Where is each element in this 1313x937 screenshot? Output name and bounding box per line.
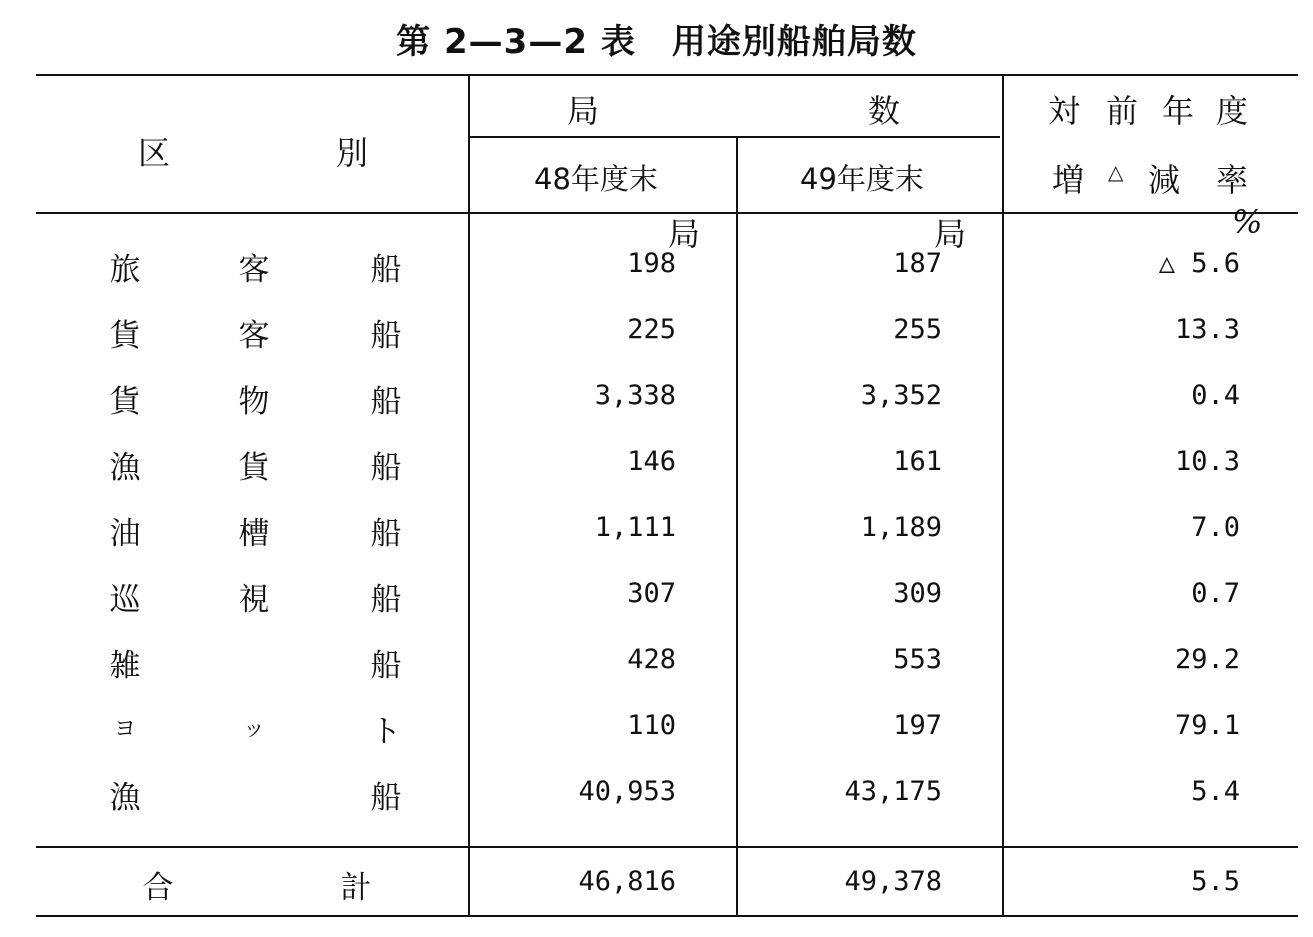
column-divider-2: [736, 136, 738, 915]
header-bottom-rule: [36, 212, 1298, 214]
header-change-char-7: 率: [1216, 161, 1249, 199]
row-fy48: 40,953: [578, 776, 676, 807]
total-fy48: 46,816: [578, 866, 676, 897]
row-label-char: 漁: [109, 450, 141, 486]
row-change: 79.1: [1174, 710, 1240, 741]
column-divider-1: [468, 74, 470, 915]
row-fy48: 225: [627, 314, 676, 345]
total-label-char-1: 合: [142, 870, 174, 906]
header-change-triangle: △: [1108, 160, 1124, 184]
row-change: 0.4: [1191, 380, 1240, 411]
row-label-char: 船: [370, 318, 402, 354]
row-fy48: 198: [627, 248, 676, 279]
row-label-char: 客: [238, 318, 270, 354]
row-fy49: 43,175: [844, 776, 942, 807]
row-fy49: 187: [893, 248, 942, 279]
row-fy49: 197: [893, 710, 942, 741]
total-change: 5.5: [1191, 866, 1240, 897]
header-change-char-4: 度: [1216, 92, 1249, 130]
row-fy48: 428: [627, 644, 676, 675]
total-fy49: 49,378: [844, 866, 942, 897]
row-label-char: 巡: [109, 582, 141, 618]
row-change: △ 5.6: [1158, 248, 1240, 279]
header-change-char-6: 減: [1148, 161, 1181, 199]
row-label-char: 油: [109, 516, 141, 552]
row-fy48: 146: [627, 446, 676, 477]
row-fy49: 553: [893, 644, 942, 675]
total-top-rule: [36, 846, 1298, 848]
header-count-char-1: 局: [567, 92, 600, 130]
row-label-char: 船: [370, 516, 402, 552]
row-label-char: 雑: [109, 648, 141, 684]
row-label-char: 船: [370, 780, 402, 816]
row-change: 7.0: [1191, 512, 1240, 543]
header-category-char-2: 別: [336, 134, 369, 172]
row-change: 5.4: [1191, 776, 1240, 807]
row-label-char: 客: [238, 252, 270, 288]
header-change-char-3: 年: [1162, 92, 1195, 130]
total-label-char-2: 計: [340, 870, 372, 906]
header-change-char-1: 対: [1048, 92, 1081, 130]
row-fy48: 110: [627, 710, 676, 741]
header-fy49: 49年度末: [800, 162, 924, 196]
row-label-char: 貨: [238, 450, 270, 486]
row-label-char: 船: [370, 384, 402, 420]
row-change: 29.2: [1174, 644, 1240, 675]
row-label-char: 視: [238, 582, 270, 618]
table-number: 第 2—3—2 表: [396, 22, 636, 62]
row-fy49: 1,189: [860, 512, 942, 543]
row-label-char: 槽: [238, 516, 270, 552]
header-fy48: 48年度末: [534, 162, 658, 196]
row-fy49: 3,352: [860, 380, 942, 411]
bottom-rule: [36, 915, 1298, 917]
row-label-char: 旅: [109, 252, 141, 288]
row-label-char: ッ: [242, 717, 265, 742]
row-change: 10.3: [1174, 446, 1240, 477]
row-change: 0.7: [1191, 578, 1240, 609]
row-fy48: 307: [627, 578, 676, 609]
row-fy49: 255: [893, 314, 942, 345]
row-label-char: 船: [370, 582, 402, 618]
top-rule: [36, 74, 1298, 76]
table-name: 用途別船舶局数: [671, 22, 917, 62]
row-label-char: 漁: [109, 780, 141, 816]
row-change: 13.3: [1174, 314, 1240, 345]
header-change-char-2: 前: [1106, 92, 1139, 130]
row-label-char: 船: [370, 252, 402, 288]
header-category-char-1: 区: [138, 134, 171, 172]
unit-fy49: 局: [934, 215, 967, 253]
row-fy48: 1,111: [594, 512, 676, 543]
row-label-char: 船: [370, 450, 402, 486]
table-title: [0, 14, 1313, 63]
row-label-char: ト: [370, 714, 402, 750]
header-count-char-2: 数: [868, 92, 901, 130]
row-fy49: 309: [893, 578, 942, 609]
column-divider-3: [1002, 74, 1004, 915]
row-label-char: 貨: [109, 318, 141, 354]
row-fy48: 3,338: [594, 380, 676, 411]
row-label-char: 貨: [109, 384, 141, 420]
header-change-char-5: 増: [1052, 161, 1085, 199]
subheader-rule: [470, 136, 1000, 138]
unit-fy48: 局: [668, 215, 701, 253]
row-label-char: ヨ: [113, 717, 136, 742]
unit-change: %: [1232, 203, 1263, 241]
row-label-char: 物: [238, 384, 270, 420]
row-label-char: 船: [370, 648, 402, 684]
row-fy49: 161: [893, 446, 942, 477]
